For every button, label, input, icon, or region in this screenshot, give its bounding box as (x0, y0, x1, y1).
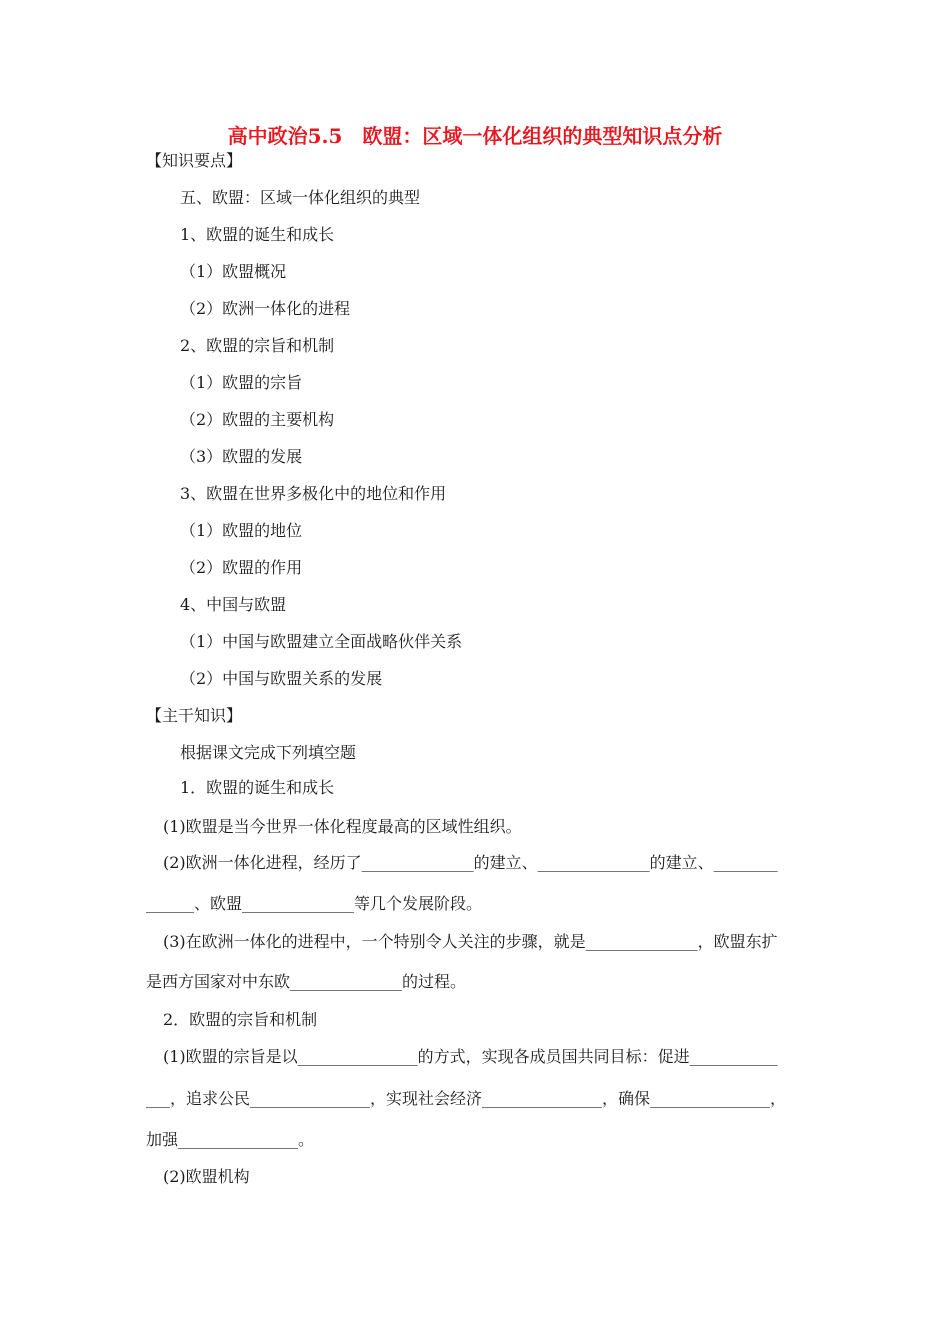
fill-in-blank-text: (1)欧盟的宗旨是以_______________的方式，实现各成员国共同目标：促进___________ (163, 1047, 778, 1066)
section-heading-main-knowledge: 【主干知识】 (146, 706, 243, 725)
exercise-text: (1)欧盟是当今世界一体化程度最高的区域性组织。 (163, 817, 522, 836)
instruction-text: 根据课文完成下列填空题 (180, 743, 357, 762)
outline-item: （2）中国与欧盟关系的发展 (180, 669, 383, 688)
fill-in-blank-text: ___，追求公民_______________，实现社会经济_______________，确保_______________， (146, 1089, 787, 1108)
outline-item: （3）欧盟的发展 (180, 447, 303, 466)
fill-in-blank-text: ______、欧盟______________等几个发展阶段。 (146, 894, 483, 913)
outline-item: 3、欧盟在世界多极化中的地位和作用 (180, 484, 447, 503)
exercise-text: (2)欧盟机构 (163, 1167, 250, 1186)
section-heading-key-points: 【知识要点】 (146, 151, 243, 170)
fill-in-blank-text: 加强_______________。 (146, 1130, 315, 1149)
outline-item: 五、欧盟：区域一体化组织的典型 (180, 188, 421, 207)
outline-item: （2）欧盟的作用 (180, 558, 303, 577)
outline-item: （2）欧盟的主要机构 (180, 410, 335, 429)
outline-item: （1）欧盟的宗旨 (180, 373, 303, 392)
outline-item: 4、中国与欧盟 (180, 595, 287, 614)
outline-item: （1）欧盟概况 (180, 262, 287, 281)
exercise-heading: 1．欧盟的诞生和成长 (180, 778, 335, 797)
outline-item: （2）欧洲一体化的进程 (180, 299, 351, 318)
exercise-heading: 2．欧盟的宗旨和机制 (163, 1010, 318, 1029)
fill-in-blank-text: 是西方国家对中东欧______________的过程。 (146, 972, 467, 991)
outline-item: 2、欧盟的宗旨和机制 (180, 336, 335, 355)
outline-item: （1）中国与欧盟建立全面战略伙伴关系 (180, 632, 463, 651)
fill-in-blank-text: (2)欧洲一体化进程，经历了______________的建立、______________的建立、________ (163, 853, 778, 872)
outline-item: （1）欧盟的地位 (180, 521, 303, 540)
fill-in-blank-text: (3)在欧洲一体化的进程中，一个特别令人关注的步骤，就是______________，欧盟东扩 (163, 932, 778, 951)
outline-item: 1、欧盟的诞生和成长 (180, 225, 335, 244)
page-title: 高中政治5.5 欧盟：区域一体化组织的典型知识点分析 (227, 124, 723, 148)
